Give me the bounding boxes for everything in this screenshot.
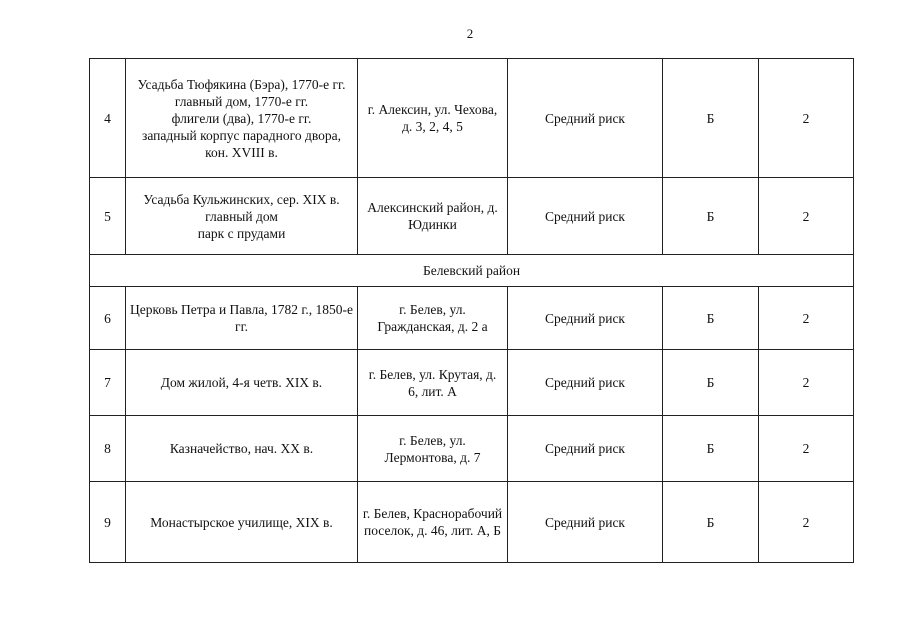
table-row	[90, 350, 854, 416]
risk-level: Средний риск	[508, 350, 663, 416]
risk-category: Б	[663, 59, 759, 178]
risk-class: 2	[759, 287, 854, 350]
heritage-objects-table	[89, 58, 854, 563]
risk-category: Б	[663, 482, 759, 563]
risk-class: 2	[759, 482, 854, 563]
risk-class: 2	[759, 178, 854, 255]
risk-class: 2	[759, 59, 854, 178]
risk-level: Средний риск	[508, 416, 663, 482]
object-address: г. Белев, ул. Крутая, д. 6, лит. А	[358, 350, 508, 416]
table-row	[90, 287, 854, 350]
object-name: Казначейство, нач. XX в.	[126, 416, 358, 482]
object-address: г. Алексин, ул. Чехова, д. 3, 2, 4, 5	[358, 59, 508, 178]
object-name: Усадьба Тюфякина (Бэра), 1770-е гг. главный дом, 1770-е гг. флигели (два), 1770-е гг. западный корпус парадного двора, кон. XVIII в.	[126, 59, 358, 178]
object-address: г. Белев, ул. Лермонтова, д. 7	[358, 416, 508, 482]
row-number: 7	[90, 350, 126, 416]
risk-class: 2	[759, 416, 854, 482]
object-name: Дом жилой, 4-я четв. XIX в.	[126, 350, 358, 416]
risk-category: Б	[663, 178, 759, 255]
risk-level: Средний риск	[508, 59, 663, 178]
table-row	[90, 416, 854, 482]
risk-category: Б	[663, 287, 759, 350]
object-name: Монастырское училище, XIX в.	[126, 482, 358, 563]
object-name: Церковь Петра и Павла, 1782 г., 1850-е гг.	[126, 287, 358, 350]
risk-level: Средний риск	[508, 482, 663, 563]
risk-class: 2	[759, 350, 854, 416]
risk-level: Средний риск	[508, 287, 663, 350]
row-number: 4	[90, 59, 126, 178]
section-row	[90, 255, 854, 287]
object-address: Алексинский район, д. Юдинки	[358, 178, 508, 255]
risk-category: Б	[663, 416, 759, 482]
page-number: 2	[466, 26, 474, 41]
row-number: 5	[90, 178, 126, 255]
object-name: Усадьба Кульжинских, сер. XIX в. главный дом парк с прудами	[126, 178, 358, 255]
object-address: г. Белев, Краснорабочий поселок, д. 46, лит. А, Б	[358, 482, 508, 563]
row-number: 9	[90, 482, 126, 563]
table-row	[90, 59, 854, 178]
object-address: г. Белев, ул. Гражданская, д. 2 а	[358, 287, 508, 350]
row-number: 6	[90, 287, 126, 350]
district-heading: Белевский район	[90, 255, 854, 287]
table-row	[90, 178, 854, 255]
risk-level: Средний риск	[508, 178, 663, 255]
row-number: 8	[90, 416, 126, 482]
table-row	[90, 482, 854, 563]
risk-category: Б	[663, 350, 759, 416]
